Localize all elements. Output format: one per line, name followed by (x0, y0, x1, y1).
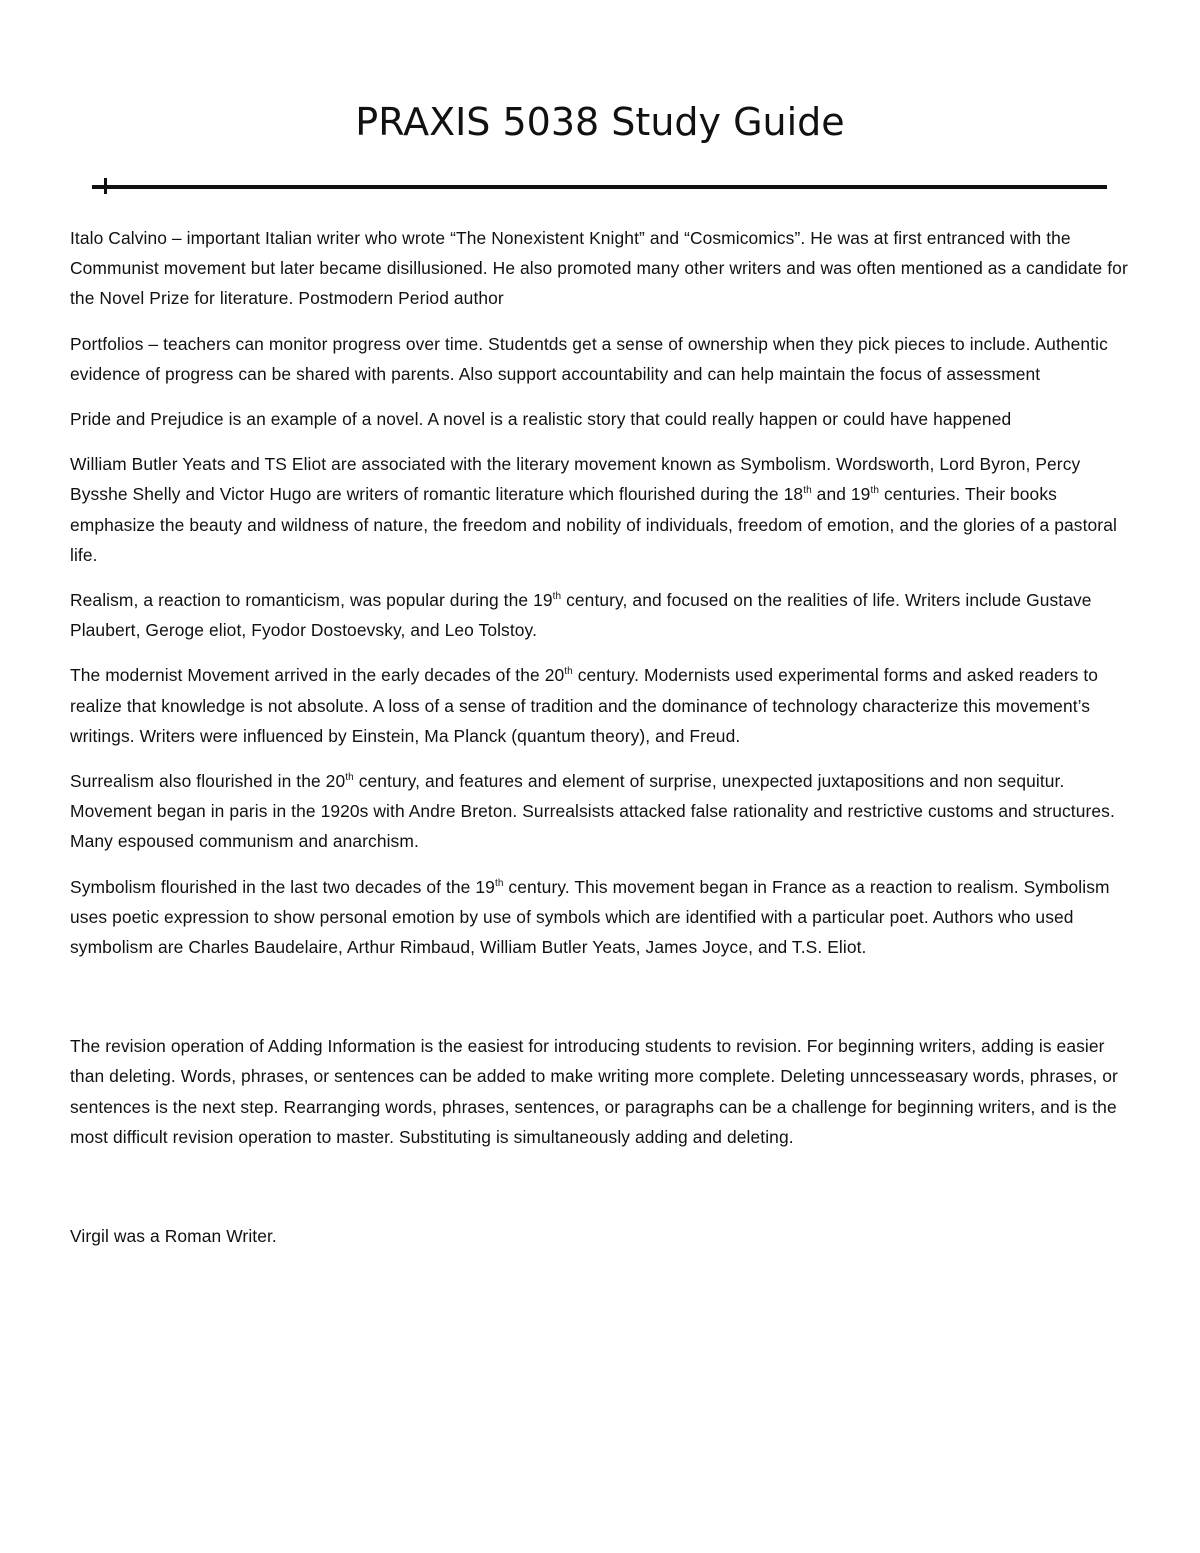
text-run: centuries. Their books emphasize the beauty and wildness of nature, the freedom and nobility of individuals, freedom of emotion, and the glories of a pastoral life. (70, 484, 1117, 565)
paragraph-yeats-romanticism (70, 449, 1130, 570)
superscript: th (494, 877, 504, 889)
rule-anchor-mark (104, 178, 107, 194)
page-title: PRAXIS 5038 Study Guide (355, 100, 845, 144)
text-run: The modernist Movement arrived in the early decades of the 20 (70, 665, 565, 686)
text-run: century. Modernists used experimental forms and asked readers to realize that knowledge is not absolute. A loss of a sense of tradition and the dominance of technology characterize this movement’s writings. Writers were influenced by Einstein, Ma Planck (quantum theory), and Freud. (70, 665, 1099, 746)
superscript: th (345, 772, 354, 784)
title-rule (92, 185, 1107, 189)
document-body (70, 223, 1130, 1266)
paragraph-portfolios: Portfolios – teachers can monitor progress over time. Studentds get a sense of ownership when they pick pieces to include. Authentic evidence of progress can be shared with parents. Also support accountability and can help maintain the focus of assessment (70, 333, 1108, 384)
text-run: William Butler Yeats and TS Eliot are associated with the literary movement known as Symbolism. Wordsworth, Lord Byron, Percy Bysshe Shelly and Victor Hugo are writers of romantic literature which flourished during the 18 (70, 454, 1081, 505)
superscript: th (870, 485, 880, 497)
text-run: Surrealism also flourished in the 20 (70, 771, 346, 792)
paragraph-symbolism (70, 872, 1130, 963)
paragraph-realism (70, 585, 1130, 645)
paragraph-pride-and-prejudice: Pride and Prejudice is an example of a novel. A novel is a realistic story that could really happen or could have happened (70, 409, 1012, 430)
paragraph-surrealism (70, 766, 1130, 857)
text-run: and 19 (811, 484, 871, 505)
text-run: Realism, a reaction to romanticism, was popular during the 19 (70, 590, 553, 611)
blank-space (70, 977, 1130, 1031)
paragraph-revision: The revision operation of Adding Information is the easiest for introducing students to revision. For beginning writers, adding is easier than deleting. Words, phrases, or sentences can be added to make writing more complete. Deleting unncesseasary words, phrases, or sentences is the next step. Rearranging words, phrases, sentences, or paragraphs can be a challenge for beginning writers, and is the most difficult revision operation to master. Substituting is simultaneously adding and deleting. (70, 1036, 1118, 1147)
paragraph-modernist (70, 660, 1130, 751)
superscript: th (803, 485, 812, 497)
paragraph-calvino: Italo Calvino – important Italian writer who wrote “The Nonexistent Knight” and “Cosmicomics”. He was at first entranced with the Communist movement but later became disillusioned. He also promoted many other writers and was often mentioned as a candidate for the Novel Prize for literature. Postmodern Period author (70, 228, 1128, 309)
superscript: th (552, 591, 562, 603)
text-run: century. This movement began in France as a reaction to realism. Symbolism uses poetic expression to show personal emotion by use of symbols which are identified with a particular poet. Authors who used symbolism are Charles Baudelaire, Arthur Rimbaud, William Butler Yeats, James Joyce, and T.S. Eliot. (70, 876, 1110, 958)
paragraph-virgil: Virgil was a Roman Writer. (70, 1226, 277, 1247)
text-run: Symbolism flourished in the last two decades of the 19 (70, 876, 495, 897)
text-run: century, and focused on the realities of life. Writers include Gustave Plaubert, Geroge eliot, Fyodor Dostoevsky, and Leo Tolstoy. (70, 590, 1092, 641)
text-run: century, and features and element of surprise, unexpected juxtapositions and non sequitur. Movement began in paris in the 1920s with Andre Breton. Surrealsists attacked false rationality and restrictive customs and structures. Many espoused communism and anarchism. (70, 771, 1115, 852)
blank-space (70, 1167, 1130, 1221)
superscript: th (564, 666, 573, 678)
